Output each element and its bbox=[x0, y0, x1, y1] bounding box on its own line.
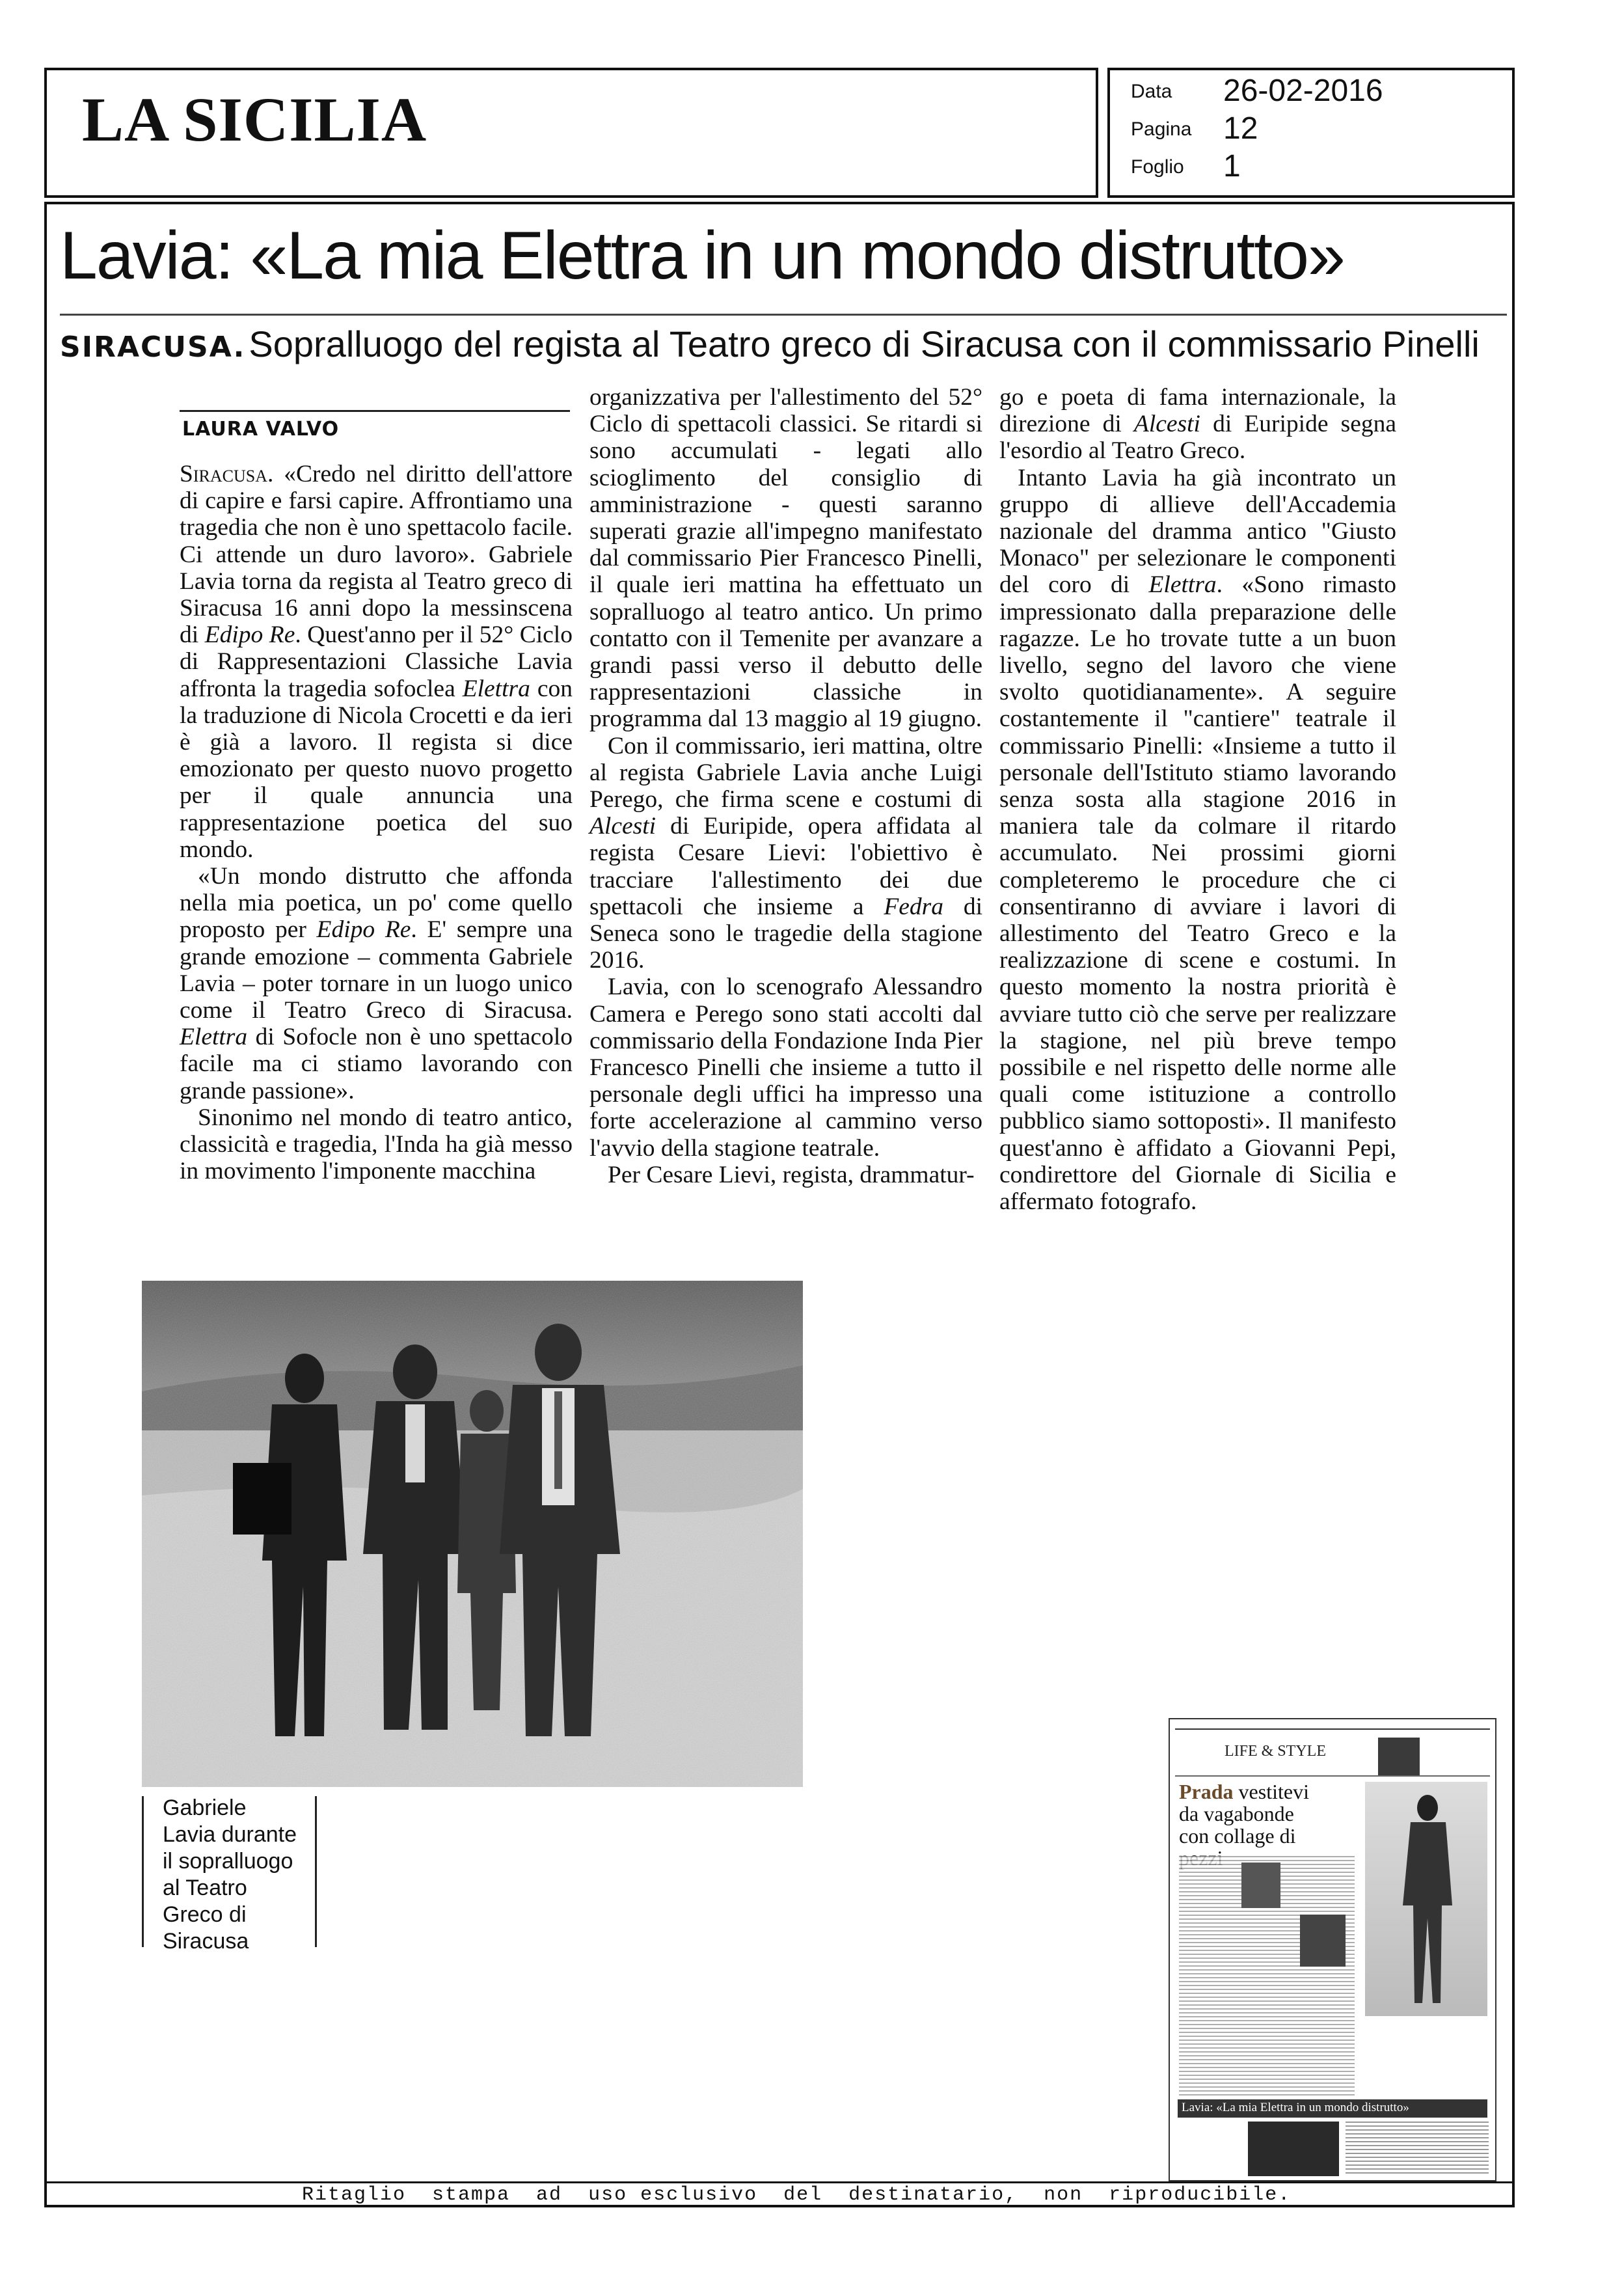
footer-notice: Ritaglio stampa ad uso esclusivo del destinatario, non riproducibile. bbox=[302, 2184, 1292, 2206]
thumb-bottom-photo bbox=[1248, 2122, 1339, 2176]
thumb-small-photo bbox=[1241, 1863, 1280, 1908]
caption-rule-right bbox=[315, 1796, 317, 1947]
date-value: 26-02-2016 bbox=[1223, 74, 1383, 108]
thumb-fashion-photo bbox=[1365, 1782, 1487, 2016]
date-label: Data bbox=[1131, 81, 1172, 102]
thumb-section: LIFE & STYLE bbox=[1225, 1743, 1326, 1760]
byline-rule bbox=[180, 410, 570, 412]
caption-rule bbox=[142, 1796, 144, 1947]
thumb-banner-text: Lavia: «La mia Elettra in un mondo distrutto» bbox=[1182, 2101, 1409, 2114]
paragraph: organizzativa per l'allestimento del 52° Ciclo di spettacoli classici. Se ritardi si sono accumulati - legati allo scioglimento del consiglio di amministrazione - questi saranno superati grazie all'impegno manifestato dal commissario Pier Francesco Pinelli, il quale ieri mattina ha effettuato un sopralluogo al teatro antico. Un primo contatto con il Temenite per avanzare a grandi passi verso il debutto delle rappresentazioni classiche in programma dal 13 maggio al 19 giugno. bbox=[589, 384, 982, 733]
thumb-topbar bbox=[1175, 1728, 1490, 1730]
thumb-small-photo bbox=[1300, 1915, 1346, 1967]
paragraph: Con il commissario, ieri mattina, oltre al regista Gabriele Lavia anche Luigi Perego, che firma scene e costumi di Alcesti di Euripide, opera affidata al regista Cesare Lievi: l'obiettivo è tracciare l'allestimento dei due spettacoli che insieme a Fedra di Seneca sono le tragedie della stagione 2016. bbox=[589, 732, 982, 974]
thumb-rule bbox=[1175, 1775, 1490, 1777]
article-photo bbox=[142, 1281, 803, 1787]
thumb-hero-image bbox=[1378, 1738, 1420, 1777]
byline: LAURA VALVO bbox=[182, 418, 340, 441]
page-value: 12 bbox=[1223, 111, 1258, 146]
page-label: Pagina bbox=[1131, 118, 1192, 140]
paragraph: Intanto Lavia ha già incontrato un gruppo di allieve dell'Accademia nazionale del dramma antico "Giusto Monaco" per selezionare le componenti del coro di Elettra. «Sono rimasto impressionato dalla preparazione delle ragazze. Le ho trovate tutte a un buon livello, segno del lavoro che viene svolto quotidianamente». A seguire costantemente il "cantiere" teatrale il commissario Pinelli: «Insieme a tutto il personale dell'Istituto stiamo lavorando senza sosta alla stagione 2016 in maniera tale da colmare il ritardo accumulato. Nei prossimi giorni completeremo le procedure che ci consentiranno di avviare i lavori di allestimento del Teatro Greco e la realizzazione di scene e costumi. In questo momento la nostra priorità è avviare tutto ciò che serve per realizzare la stagione, nel più breve tempo possibile e nel rispetto delle norme alle quali come istituzione a controllo pubblico siamo sottoposti». Il manifesto quest'anno è affidato a Giovanni Pepi, condirettore del Giornale di Sicilia e affermato fotografo. bbox=[999, 464, 1396, 1216]
photo-illustration bbox=[142, 1281, 803, 1787]
paragraph: Siracusa. «Credo nel diritto dell'attore di capire e farsi capire. Affrontiamo una tragedia che non è uno spettacolo facile. Ci attende un duro lavoro». Gabriele Lavia torna da regista al Teatro greco di Siracusa 16 anni dopo la messinscena di Edipo Re. Quest'anno per il 52° Ciclo di Rappresentazioni Classiche Lavia affronta la tragedia sofoclea Elettra con la traduzione di Nicola Crocetti e da ieri è già a lavoro. Il regista si dice emozionato per questo nuovo progetto per il quale annuncia una rappresentazione poetica del suo mondo. bbox=[180, 461, 573, 863]
paragraph: Sinonimo nel mondo di teatro antico, classicità e tragedia, l'Inda ha già messo in movimento l'imponente macchina bbox=[180, 1104, 573, 1185]
article-column-1 bbox=[180, 461, 573, 1184]
headline: Lavia: «La mia Elettra in un mondo distrutto» bbox=[60, 218, 1344, 293]
dateline: Siracusa. bbox=[180, 461, 274, 487]
paragraph: Per Cesare Lievi, regista, drammatur- bbox=[608, 1161, 975, 1188]
kicker-text: Sopralluogo del regista al Teatro greco di Siracusa con il commissario Pinelli bbox=[249, 323, 1480, 364]
kicker-city: SIRACUSA. bbox=[60, 331, 246, 364]
article-column-3 bbox=[999, 384, 1396, 1215]
paragraph: «Un mondo distrutto che affonda nella mia poetica, un po' come quello proposto per Edipo Re. E' sempre una grande emozione – commenta Gabriele Lavia – poter tornare in un luogo unico come il Teatro Greco di Siracusa. Elettra di Sofocle non è uno spettacolo facile ma ci stiamo lavorando con grande passione». bbox=[180, 863, 573, 1104]
footer-rule bbox=[44, 2181, 1515, 2183]
paragraph: Lavia, con lo scenografo Alessandro Camera e Perego sono stati accolti dal commissario della Fondazione Inda Pier Francesco Pinelli che insieme a tutto il personale degli uffici ha impresso una forte accelerazione al cammino verso l'avvio della stagione teatrale. bbox=[589, 974, 983, 1162]
thumb-model-figure bbox=[1365, 1782, 1487, 2016]
photo-caption: Gabriele Lavia durante il sopralluogo al Teatro Greco di Siracusa bbox=[163, 1795, 297, 1954]
sheet-value: 1 bbox=[1223, 149, 1241, 184]
article-column-2 bbox=[589, 384, 982, 1188]
thumb-bottom-text bbox=[1346, 2122, 1489, 2176]
masthead-title: LA SICILIA bbox=[82, 85, 427, 154]
thumb-headline: Prada vestitevi da vagabonde con collage di bbox=[1179, 1780, 1309, 1848]
paragraph: go e poeta di fama internazionale, la direzione di Alcesti di Euripide segna l'esordio al Teatro Greco. bbox=[999, 384, 1396, 465]
page-thumbnail bbox=[1169, 1718, 1496, 2181]
headline-rule bbox=[60, 314, 1507, 316]
kicker bbox=[60, 323, 1480, 365]
sheet-label: Foglio bbox=[1131, 156, 1184, 178]
